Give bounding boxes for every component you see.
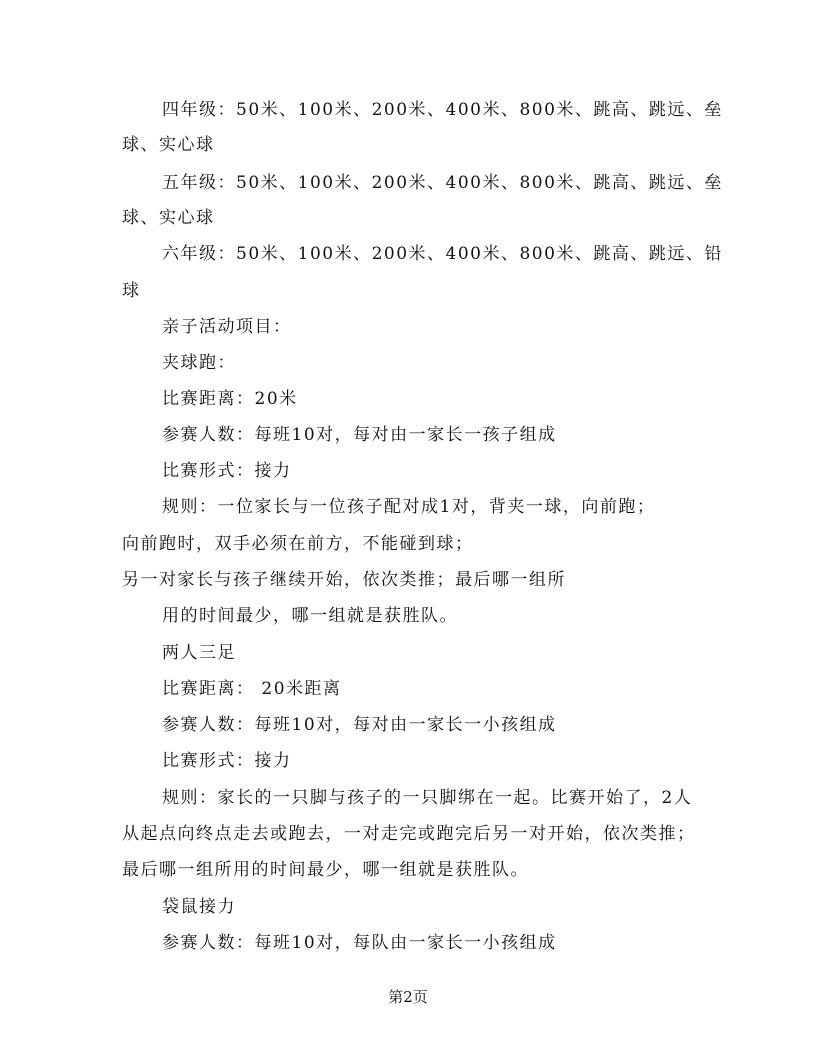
text-line: 最后哪一组所用的时间最少，哪一组就是获胜队。 <box>122 860 529 880</box>
text-line: 球 <box>122 281 141 301</box>
text-line: 向前跑时，双手必须在前方，不能碰到球； <box>122 534 474 554</box>
text-line: 参赛人数：每班10对，每对由一家长一孩子组成 <box>162 425 557 445</box>
text-line: 球、实心球 <box>122 135 215 155</box>
text-line: 另一对家长与孩子继续开始，依次类推；最后哪一组所 <box>122 570 566 590</box>
text-line: 比赛形式：接力 <box>162 751 292 771</box>
text-line: 参赛人数：每班10对，每队由一家长一小孩组成 <box>162 933 557 953</box>
text-line: 用的时间最少，哪一组就是获胜队。 <box>162 606 458 626</box>
text-line: 比赛距离： 20米距离 <box>162 679 342 699</box>
page-number: 第2页 <box>388 988 428 1006</box>
text-line: 从起点向终点走去或跑去，一对走完或跑完后另一对开始，依次类推； <box>122 824 696 844</box>
text-line: 球、实心球 <box>122 208 215 228</box>
text-line: 比赛距离：20米 <box>162 389 298 409</box>
text-line: 比赛形式：接力 <box>162 461 292 481</box>
text-line: 两人三足 <box>162 643 236 663</box>
text-line: 规则：家长的一只脚与孩子的一只脚绑在一起。比赛开始了，2人 <box>162 788 693 808</box>
text-line: 夹球跑： <box>162 353 236 373</box>
text-line: 规则：一位家长与一位孩子配对成1对，背夹一球，向前跑； <box>162 497 656 517</box>
text-line: 亲子活动项目： <box>162 317 292 337</box>
text-line: 五年级：50米、100米、200米、400米、800米、跳高、跳远、垒 <box>162 173 723 193</box>
text-line: 参赛人数：每班10对，每对由一家长一小孩组成 <box>162 715 557 735</box>
text-line: 袋鼠接力 <box>162 897 236 917</box>
text-line: 四年级：50米、100米、200米、400米、800米、跳高、跳远、垒 <box>162 100 723 120</box>
text-line: 六年级：50米、100米、200米、400米、800米、跳高、跳远、铅 <box>162 244 723 264</box>
